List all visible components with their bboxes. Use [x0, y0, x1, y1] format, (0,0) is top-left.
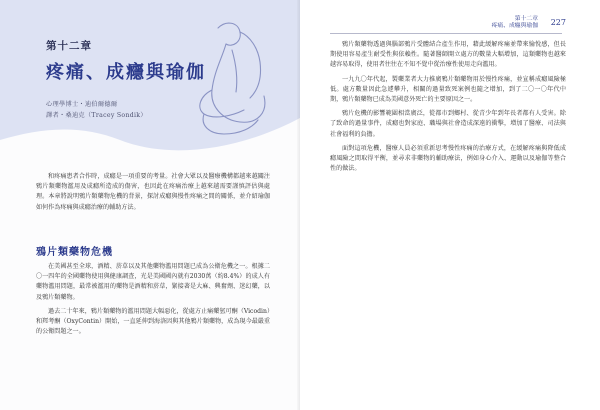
- right-page-body: [330, 40, 566, 178]
- chapter-intro: [36, 172, 270, 217]
- section-heading: 鴉片類藥物危機: [36, 247, 113, 258]
- paragraph: 鴉片危機的影響範圍相當廣泛，從都市到鄉村、從青少年到年長者都有人受害。除了致命的過量事件，成癮也對家庭、職場與社會造成深遠的衝擊，增加了醫療、司法與社會福利的負擔。: [330, 110, 566, 138]
- running-head: [492, 16, 538, 30]
- paragraph: 面對這項危機，醫療人員必須重新思考慢性疼痛的治療方式，在緩解疼痛與降低成癮風險之間取得平衡，並尋求非藥物的輔助療法，例如身心介入、運動以及瑜伽等整合性的做法。: [330, 144, 566, 173]
- running-head-chapter: 第十二章: [514, 16, 538, 22]
- right-page: [300, 0, 600, 410]
- translator-line: 譯者・桑迪克（Tracey Sondik）: [46, 112, 147, 119]
- page-number: 227: [550, 18, 566, 27]
- paragraph: 鴉片類藥物透過與腦部鴉片受體結合產生作用，藉此緩解疼痛並帶來愉悅感，但長期使用容易產生耐受性與依賴性。隨著醫師開立處方的數量大幅增加，這類藥物也越來越容易取得，使用者往往在不知不覺中從治療性使用走向濫用。: [330, 41, 566, 69]
- chapter-title: 疼痛、成癮與瑜伽: [46, 62, 206, 83]
- paragraph: 和疼痛患者合作時，成癮是一項重要的考量。社會大眾以及醫療機構都越來越關注鴉片類藥物濫用及成癮所造成的傷害，也因此在疼痛治療上越來越需要謹慎評估與處理。本章將說明鴉片類藥物危機的背景，探討成癮與慢性疼痛之間的關係，並介紹瑜伽如何作為疼痛與成癮治療的輔助方法。: [36, 173, 270, 211]
- chapter-label: 第十二章: [46, 40, 92, 52]
- header-rule: [330, 33, 562, 34]
- paragraph: 一九九〇年代起，製藥業者大力推廣鴉片類藥物用於慢性疼痛，並宣稱成癮風險極低。處方數量因此急遽攀升，相關的過量致死案例也隨之增加，到了二〇一〇年代中期，鴉片類藥物已成為美國意外死亡的主要原因之一。: [330, 75, 566, 104]
- paragraph: 過去二十年來，鴉片類藥物的濫用問題大幅惡化，從處方止痛藥氫可酮（Vicodin）和羥考酮（OxyContin）開始，一直延伸到海洛因與其他鴉片類藥物，成為現今最嚴重的公衛問題之一。: [36, 307, 270, 336]
- paragraph: 在美國甚至全球，酒精、菸草以及其他藥物濫用問題已成為公衛危機之一。根據二〇一四年的全國藥物使用與健康調查，光是美國國內就有2030萬（約8.4%）的成人有藥物濫用問題，最常被濫用的藥物是酒精和菸草，緊接著是大麻、興奮劑、迷幻藥，以及鴉片類藥物。: [36, 263, 270, 301]
- author-line: 心理學博士・迪伯爾德爾: [46, 101, 118, 108]
- section-body: [36, 262, 270, 341]
- running-head-title: 疼痛、成癮與瑜伽: [491, 23, 538, 29]
